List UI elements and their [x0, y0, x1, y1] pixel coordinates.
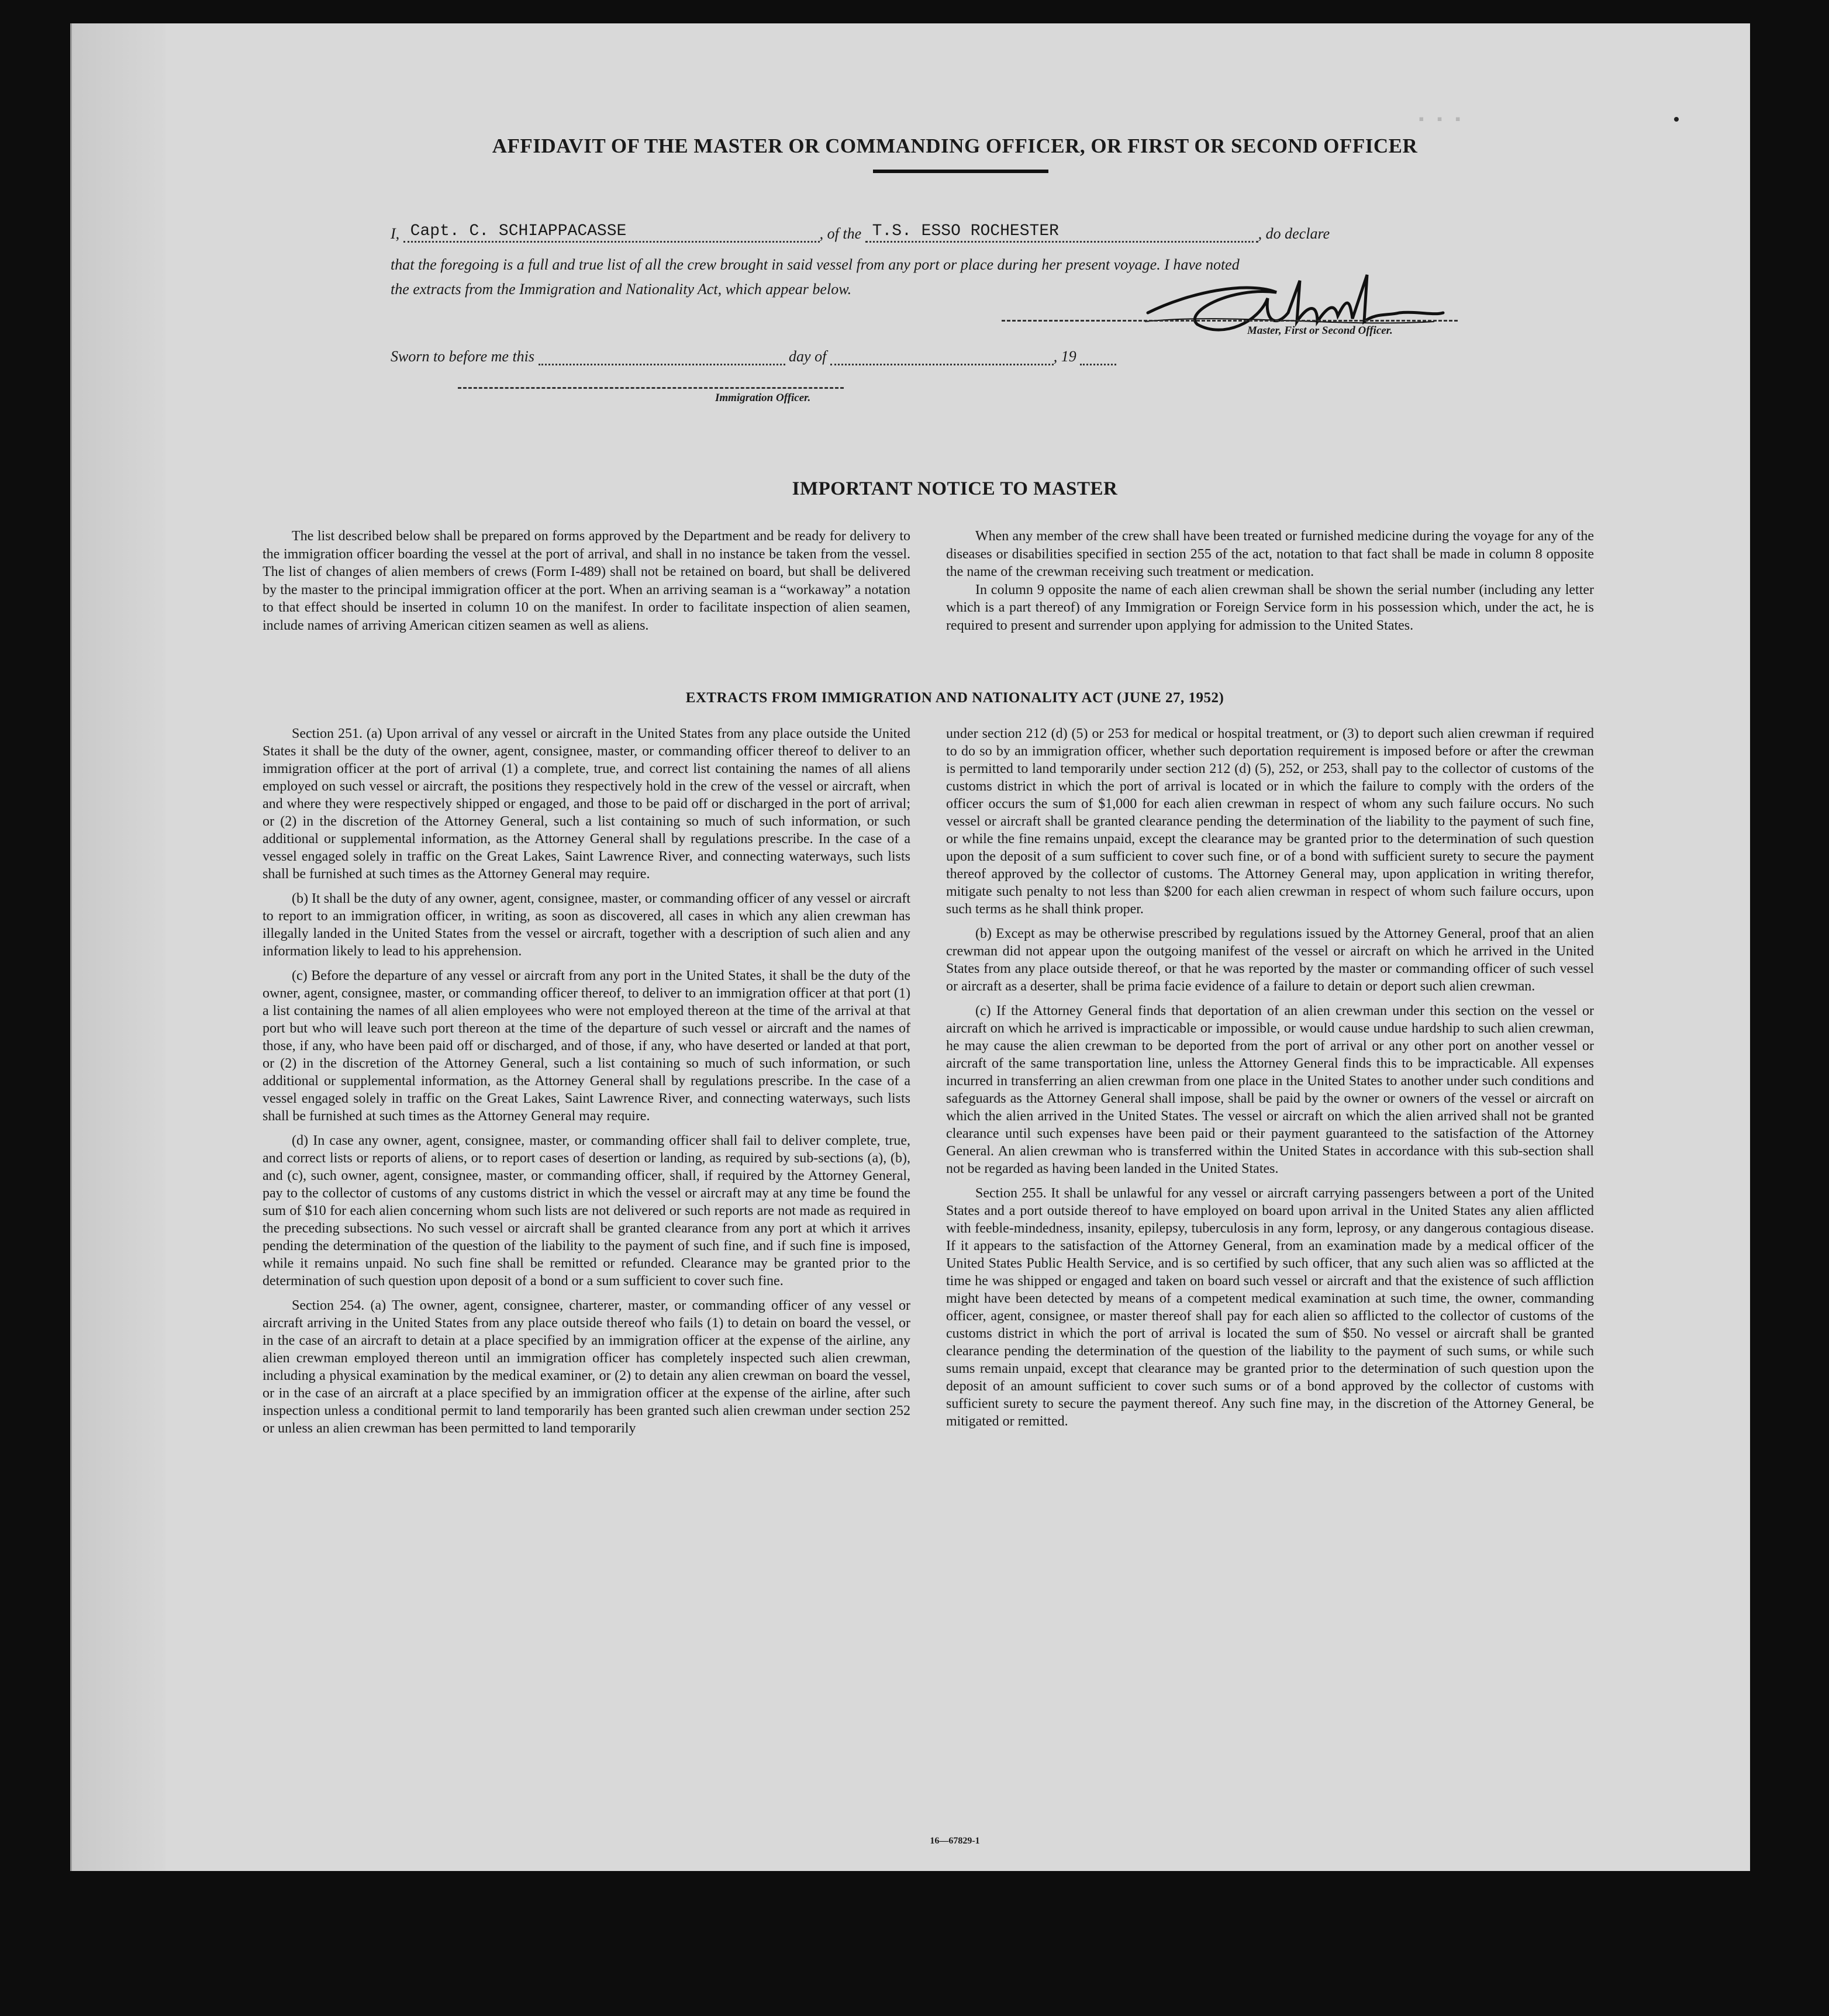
- of-the-text: , of the: [819, 225, 862, 242]
- master-signature-line: [1002, 320, 1458, 322]
- affidavit-title: AFFIDAVIT OF THE MASTER OR COMMANDING OFFICER, OR FIRST OR SECOND OFFICER: [492, 134, 1418, 157]
- form-number: 16—67829-1: [930, 1836, 980, 1846]
- master-caption: Master, First or Second Officer.: [1247, 325, 1393, 337]
- do-declare-text: , do declare: [1258, 225, 1330, 242]
- master-name-field[interactable]: Capt. C. SCHIAPPACASSE: [403, 222, 820, 243]
- prefix-i: I,: [391, 225, 400, 242]
- section-254b: (b) Except as may be otherwise prescribed by regulations issued by the Attorney General, proof that an alien crewman did not appear upon the outgoing manifest of the vessel or aircraft on which he arrived in the United States from any place outside thereof, or that he was reported by the master or commanding officer of such vessel or aircraft as a deserter, shall be prima facie evidence of a failure to detain or deport such alien crewman.: [946, 926, 1594, 994]
- bleed-through: ▪ ▪ ▪: [1417, 111, 1463, 129]
- page-edge-shadow: [72, 23, 165, 1871]
- notice-right-column: [946, 527, 1594, 641]
- title-rule: [873, 170, 1048, 173]
- section-254a-continued: under section 212 (d) (5) or 253 for medical or hospital treatment, or (3) to deport such alien crewman if required to do so by an immigration officer, whether such deportation requirement is imposed before or after the crewman is permitted to land temporarily under section 212 (d) (5), 252, or 253, shall pay to the collector of customs of the customs district in which the port of arrival is located or in which the failure to comply with the orders of the officer occurs the sum of $1,000 for each alien crewman in respect of whom any such failure occurs. No such vessel or aircraft shall be granted clearance pending the determination of the liability to the payment of such fine, or while the fine remains unpaid, except the clearance may be granted prior to the determination of such question upon the deposit of a sum sufficient to cover such fine, or of a bond with sufficient surety to secure the payment thereof approved by the collector of customs. The Attorney General may, upon application in writing therefor, mitigate such penalty to not less than $200 for each alien crewman in respect of whom such failure occurs, upon such terms as he shall think proper.: [946, 726, 1594, 917]
- declaration-line-3: the extracts from the Immigration and Nationality Act, which appear below.: [391, 281, 852, 298]
- notice-heading: IMPORTANT NOTICE TO MASTER: [792, 478, 1118, 499]
- sworn-year-field[interactable]: [1080, 345, 1116, 365]
- notice-right-paragraph-1: When any member of the crew shall have been treated or furnished medicine during the voyage for any of the diseases or disabilities specified in section 255 of the act, notation to that fact shall be made in column 8 opposite the name of the crewman receiving such treatment or medication.: [946, 529, 1594, 579]
- section-251c: (c) Before the departure of any vessel or aircraft from any port in the United States, it shall be the duty of the owner, agent, consignee, master, or commanding officer thereof, to deliver to an immigration officer at that port (1) a list containing the names of all alien employees who were not employed thereon at the time of the arrival at that port but who will leave such port thereon at the time of the departure of such vessel or aircraft and the names of those, if any, who have been paid off or discharged, and of those, if any, who have deserted or landed at that port, or (2) in the discretion of the Attorney General, such a list containing so much of such information, or such additional or supplemental information, as the Attorney General shall by regulations prescribe. In the case of a vessel engaged solely in traffic on the Great Lakes, Saint Lawrence River, and connecting waterways, such lists shall be furnished at such times as the Attorney General may require.: [263, 968, 910, 1124]
- extracts-right-column: [946, 725, 1594, 1437]
- sworn-day-field[interactable]: [539, 345, 785, 365]
- section-251d: (d) In case any owner, agent, consignee, master, or commanding officer shall fail to deliver complete, true, and correct lists or reports of aliens, or to report cases of desertion or landing, as required by sub-sections (a), (b), and (c), such owner, agent, consignee, master, or commanding officer, shall, if required by the Attorney General, pay to the collector of customs of any customs district in which the vessel or aircraft may at any time be found the sum of $10 for each alien concerning whom such lists are not delivered or such reports are not made as required in the preceding subsections. No such vessel or aircraft shall be granted clearance from any port at which it arrives pending the determination of the question of the liability to the payment of such fine, and if such fine is imposed, while it remains unpaid. No such fine shall be remitted or refunded. Clearance may be granted prior to the determination of such question upon deposit of a bond or a sum sufficient to cover such fine.: [263, 1133, 910, 1289]
- year-prefix-text: , 19: [1053, 348, 1076, 365]
- section-255: Section 255. It shall be unlawful for any vessel or aircraft carrying passengers between a port of the United States and a port outside thereof to have employed on board upon arrival in the United States any alien afflicted with feeble-mindedness, insanity, epilepsy, tuberculosis in any form, leprosy, or any dangerous contagious disease. If it appears to the satisfaction of the Attorney General, from an examination made by a medical officer of the United States Public Health Service, and is so certified by such officer, that any such alien was so afflicted at the time he was shipped or engaged and taken on board such vessel or aircraft and that the existence of such affliction might have been detected by means of a competent medical examination at such time, the owner, commanding officer, agent, consignee, or master thereof shall pay for each alien so afflicted to the collector of customs of the customs district in which the port of arrival is located the sum of $50. No vessel or aircraft shall be granted clearance pending the determination of the question of the liability to the payment of such sums, or while such sums remain unpaid, except that clearance may be granted prior to the determination of such question upon the deposit of an amount sufficient to cover such sums or of a bond approved by the collector of customs with sufficient surety to secure the payment thereof. Any such fine may, in the discretion of the Attorney General, be mitigated or remitted.: [946, 1186, 1594, 1429]
- section-251a: Section 251. (a) Upon arrival of any vessel or aircraft in the United States from any place outside the United States it shall be the duty of the owner, agent, consignee, master, or commanding officer thereof to deliver to an immigration officer at the port of arrival (1) a complete, true, and correct list containing the names of all aliens employed on such vessel or aircraft, the positions they respectively hold in the crew of the vessel or aircraft, when and where they were respectively shipped or engaged, and those to be paid off or discharged in the port of arrival; or (2) in the discretion of the Attorney General, such a list containing so much of such information, or such additional or supplemental information, as the Attorney General shall by regulations prescribe. In the case of a vessel engaged solely in traffic on the Great Lakes, Saint Lawrence River, and connecting waterways, such lists shall be furnished at such times as the Attorney General may require.: [263, 726, 910, 882]
- day-of-text: day of: [789, 348, 827, 365]
- vessel-name-field[interactable]: T.S. ESSO ROCHESTER: [865, 222, 1258, 243]
- notice-left-paragraph: The list described below shall be prepared on forms approved by the Department and be ready for delivery to the immigration officer boarding the vessel at the port of arrival, and shall in no instance be taken from the vessel. The list of changes of alien members of crews (Form I-489) shall not be retained on board, but shall be delivered by the master to the principal immigration officer at the port. When an arriving seaman is a “workaway” a notation to that effect should be inserted in column 10 on the manifest. In order to facilitate inspection of alien seamen, include names of arriving American citizen seamen as well as aliens.: [263, 529, 910, 633]
- officer-caption: Immigration Officer.: [715, 392, 811, 404]
- extracts-heading: EXTRACTS FROM IMMIGRATION AND NATIONALITY ACT (JUNE 27, 1952): [685, 690, 1224, 706]
- extracts-left-column: [263, 725, 910, 1444]
- section-251b: (b) It shall be the duty of any owner, agent, consignee, master, or commanding officer of any vessel or aircraft to report to an immigration officer, in writing, as soon as discovered, all cases in which any alien crewman has illegally landed in the United States from the vessel or aircraft, together with a description of such alien and any information likely to lead to his apprehension.: [263, 891, 910, 959]
- notice-right-paragraph-2: In column 9 opposite the name of each alien crewman shall be shown the serial number (including any letter which is a part thereof) of any Immigration or Foreign Service form in his possession which, under the act, he is required to present and surrender upon applying for admission to the United States.: [946, 582, 1594, 633]
- sworn-month-field[interactable]: [830, 345, 1054, 365]
- sworn-line: [391, 345, 1116, 365]
- declaration-line-1: [391, 222, 1330, 243]
- document-page: [70, 23, 1750, 1871]
- immigration-officer-line: [458, 387, 844, 389]
- sworn-before-text: Sworn to before me this: [391, 348, 535, 365]
- speck: [1674, 117, 1679, 122]
- section-254c: (c) If the Attorney General finds that deportation of an alien crewman under this section on the vessel or aircraft on which he arrived is impracticable or impossible, or would cause undue hardship to such alien crewman, he may cause the alien crewman to be deported from the port of arrival or any other port on another vessel or aircraft of the same transportation line, unless the Attorney General finds this to be impracticable. All expenses incurred in transferring an alien crewman from one place in the United States to another under such conditions and safeguards as the Attorney General shall impose, shall be paid by the owner or owners of the vessel or aircraft on which the alien arrived in the United States. The vessel or aircraft on which the alien arrived shall not be granted clearance until such expenses have been paid or their payment guaranteed to the satisfaction of the Attorney General. An alien crewman who is transferred within the United States in accordance with this sub-section shall not be regarded as having been landed in the United States.: [946, 1003, 1594, 1176]
- notice-left-column: [263, 527, 910, 641]
- section-254a: Section 254. (a) The owner, agent, consignee, charterer, master, or commanding officer of any vessel or aircraft arriving in the United States from any place outside thereof who fails (1) to detain on board the vessel, or in the case of an aircraft to detain at a place specified by an immigration officer at the expense of the airline, any alien crewman employed thereon until an immigration officer has completely inspected such alien crewman, including a physical examination by the medical examiner, or (2) to detain any alien crewman on board the vessel, or in the case of an aircraft at a place specified by an immigration officer at the expense of the airline, after such inspection unless a conditional permit to land temporarily has been granted such alien crewman under section 252 or unless an alien crewman has been permitted to land temporarily: [263, 1298, 910, 1436]
- declaration-line-2: that the foregoing is a full and true list of all the crew brought in said vessel from any port or place during her present voyage. I have noted: [391, 256, 1240, 273]
